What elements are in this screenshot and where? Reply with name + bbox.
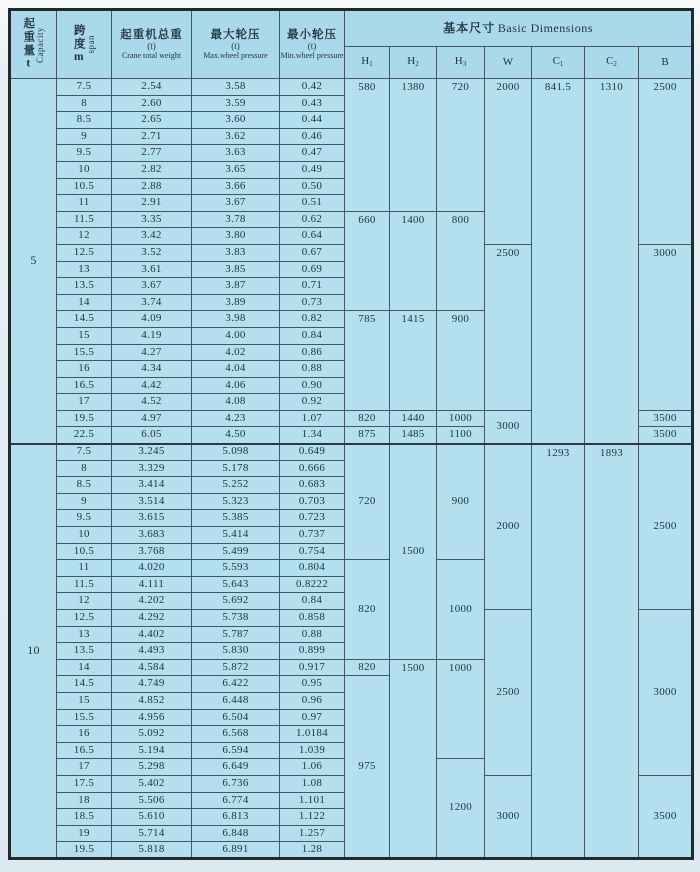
- cell-total-weight: 2.54: [112, 79, 192, 96]
- cell-h2: 1400: [390, 211, 437, 311]
- cell-h1: 820: [345, 560, 390, 660]
- header-dim-w: W: [485, 47, 532, 79]
- cell-c1: 841.5: [532, 79, 585, 444]
- cell-min-wheel: 0.88: [280, 626, 345, 643]
- cell-min-wheel: 0.754: [280, 543, 345, 560]
- cell-b: 3000: [639, 244, 693, 410]
- cell-span: 19.5: [57, 842, 112, 859]
- cell-total-weight: 4.27: [112, 344, 192, 361]
- cell-b: 3500: [639, 427, 693, 444]
- cell-h3: 800: [437, 211, 485, 311]
- header-capacity: [10, 10, 57, 79]
- cell-span: 12: [57, 593, 112, 610]
- cell-total-weight: 2.71: [112, 128, 192, 145]
- cell-b: 2500: [639, 444, 693, 610]
- cell-span: 14.5: [57, 311, 112, 328]
- cell-span: 13: [57, 261, 112, 278]
- cell-b: 3000: [639, 610, 693, 776]
- cell-min-wheel: 1.122: [280, 809, 345, 826]
- cell-max-wheel: 5.178: [192, 460, 280, 477]
- cell-total-weight: 2.65: [112, 112, 192, 129]
- cell-min-wheel: 0.95: [280, 676, 345, 693]
- cell-h3: 900: [437, 444, 485, 560]
- header-total-weight-unit: (t): [147, 40, 156, 51]
- cell-total-weight: 5.402: [112, 775, 192, 792]
- cell-max-wheel: 3.89: [192, 294, 280, 311]
- crane-spec-table: [8, 8, 694, 860]
- cell-total-weight: 3.42: [112, 228, 192, 245]
- cell-max-wheel: 5.872: [192, 659, 280, 676]
- cell-min-wheel: 0.88: [280, 361, 345, 378]
- cell-min-wheel: 0.71: [280, 278, 345, 295]
- cell-max-wheel: 3.66: [192, 178, 280, 195]
- cell-span: 14.5: [57, 676, 112, 693]
- cell-h3: 900: [437, 311, 485, 411]
- cell-w: 2000: [485, 444, 532, 610]
- cell-max-wheel: 3.58: [192, 79, 280, 96]
- cell-max-wheel: 5.385: [192, 510, 280, 527]
- cell-min-wheel: 0.50: [280, 178, 345, 195]
- cell-min-wheel: 0.64: [280, 228, 345, 245]
- cell-max-wheel: 5.593: [192, 560, 280, 577]
- cell-span: 9.5: [57, 510, 112, 527]
- table-row: [10, 79, 693, 96]
- cell-total-weight: 5.092: [112, 726, 192, 743]
- cell-span: 7.5: [57, 444, 112, 461]
- cell-min-wheel: 0.73: [280, 294, 345, 311]
- header-basic-cn: 基本尺寸: [443, 20, 496, 35]
- cell-max-wheel: 5.738: [192, 610, 280, 627]
- cell-span: 16.5: [57, 377, 112, 394]
- cell-min-wheel: 0.683: [280, 477, 345, 494]
- cell-max-wheel: 5.830: [192, 643, 280, 660]
- cell-min-wheel: 1.257: [280, 825, 345, 842]
- scanned-page: [8, 8, 694, 860]
- cell-min-wheel: 0.82: [280, 311, 345, 328]
- header-total-weight-cn: 起重机总重: [120, 28, 183, 41]
- cell-h2: 1500: [390, 444, 437, 660]
- header-basic-dimensions: [345, 10, 693, 47]
- cell-w: 3000: [485, 775, 532, 858]
- cell-h2: 1415: [390, 311, 437, 411]
- cell-w: 2000: [485, 79, 532, 245]
- cell-span: 10.5: [57, 543, 112, 560]
- cell-total-weight: 3.329: [112, 460, 192, 477]
- cell-span: 9: [57, 128, 112, 145]
- cell-max-wheel: 4.06: [192, 377, 280, 394]
- cell-span: 18: [57, 792, 112, 809]
- cell-h3: 1100: [437, 427, 485, 444]
- cell-span: 12.5: [57, 244, 112, 261]
- cell-min-wheel: 1.28: [280, 842, 345, 859]
- cell-total-weight: 4.584: [112, 659, 192, 676]
- cell-h1: 975: [345, 676, 390, 859]
- cell-h3: 720: [437, 79, 485, 212]
- cell-b: 2500: [639, 79, 693, 245]
- cell-span: 11.5: [57, 211, 112, 228]
- header-capacity-en: Capacity: [35, 26, 46, 63]
- cell-w: 2500: [485, 244, 532, 410]
- cell-min-wheel: 0.42: [280, 79, 345, 96]
- cell-max-wheel: 6.448: [192, 692, 280, 709]
- cell-total-weight: 4.402: [112, 626, 192, 643]
- cell-total-weight: 3.35: [112, 211, 192, 228]
- cell-total-weight: 4.852: [112, 692, 192, 709]
- header-dim-h3: $H_3$: [437, 47, 485, 79]
- cell-max-wheel: 4.23: [192, 410, 280, 427]
- cell-max-wheel: 3.63: [192, 145, 280, 162]
- cell-h2: 1380: [390, 79, 437, 212]
- cell-total-weight: 4.956: [112, 709, 192, 726]
- cell-total-weight: 5.818: [112, 842, 192, 859]
- cell-min-wheel: 0.649: [280, 444, 345, 461]
- header-max-wheel-unit: (t): [231, 40, 240, 51]
- cell-min-wheel: 0.67: [280, 244, 345, 261]
- cell-min-wheel: 0.46: [280, 128, 345, 145]
- header-dim-h2: $H_2$: [390, 47, 437, 79]
- cell-max-wheel: 3.83: [192, 244, 280, 261]
- table-row: [10, 444, 693, 461]
- cell-total-weight: 4.749: [112, 676, 192, 693]
- cell-span: 13.5: [57, 278, 112, 295]
- cell-total-weight: 3.615: [112, 510, 192, 527]
- cell-total-weight: 3.414: [112, 477, 192, 494]
- cell-total-weight: 2.77: [112, 145, 192, 162]
- cell-h3: 1000: [437, 659, 485, 759]
- cell-c1: 1293: [532, 444, 585, 859]
- cell-span: 11: [57, 560, 112, 577]
- cell-min-wheel: 0.86: [280, 344, 345, 361]
- cell-min-wheel: 0.917: [280, 659, 345, 676]
- cell-b: 3500: [639, 410, 693, 427]
- cell-h1: 580: [345, 79, 390, 212]
- cell-h1: 875: [345, 427, 390, 444]
- cell-max-wheel: 4.02: [192, 344, 280, 361]
- cell-min-wheel: 1.101: [280, 792, 345, 809]
- cell-span: 17.5: [57, 775, 112, 792]
- cell-total-weight: 3.245: [112, 444, 192, 461]
- cell-min-wheel: 0.92: [280, 394, 345, 411]
- cell-span: 12: [57, 228, 112, 245]
- cell-max-wheel: 4.00: [192, 327, 280, 344]
- cell-h1: 820: [345, 410, 390, 427]
- cell-span: 9.5: [57, 145, 112, 162]
- cell-max-wheel: 5.643: [192, 576, 280, 593]
- cell-min-wheel: 1.34: [280, 427, 345, 444]
- cell-span: 13.5: [57, 643, 112, 660]
- cell-total-weight: 2.82: [112, 161, 192, 178]
- header-min-wheel-cn: 最小轮压: [287, 28, 337, 41]
- cell-max-wheel: 5.692: [192, 593, 280, 610]
- cell-h3: 1000: [437, 560, 485, 660]
- cell-span: 19.5: [57, 410, 112, 427]
- cell-max-wheel: 5.252: [192, 477, 280, 494]
- cell-min-wheel: 0.703: [280, 493, 345, 510]
- cell-total-weight: 4.97: [112, 410, 192, 427]
- cell-total-weight: 4.09: [112, 311, 192, 328]
- cell-total-weight: 4.493: [112, 643, 192, 660]
- cell-max-wheel: 3.62: [192, 128, 280, 145]
- cell-span: 22.5: [57, 427, 112, 444]
- cell-c2: 1893: [585, 444, 639, 859]
- cell-span: 16: [57, 361, 112, 378]
- header-total-weight-en: Crane total weight: [121, 51, 182, 61]
- cell-span: 12.5: [57, 610, 112, 627]
- cell-min-wheel: 0.666: [280, 460, 345, 477]
- cell-h2: 1485: [390, 427, 437, 444]
- cell-min-wheel: 0.90: [280, 377, 345, 394]
- cell-h3: 1200: [437, 759, 485, 859]
- header-span-cn: 跨度m: [72, 24, 85, 65]
- cell-span: 16.5: [57, 742, 112, 759]
- cell-total-weight: 3.74: [112, 294, 192, 311]
- cell-min-wheel: 0.723: [280, 510, 345, 527]
- cell-min-wheel: 1.07: [280, 410, 345, 427]
- cell-min-wheel: 0.69: [280, 261, 345, 278]
- cell-min-wheel: 0.96: [280, 692, 345, 709]
- cell-span: 14: [57, 659, 112, 676]
- cell-span: 11: [57, 195, 112, 212]
- header-max-wheel-en: Max.wheel pressure: [203, 51, 268, 61]
- header-dim-b: B: [639, 47, 693, 79]
- cell-h2: 1500: [390, 659, 437, 858]
- cell-total-weight: 5.506: [112, 792, 192, 809]
- cell-span: 15.5: [57, 709, 112, 726]
- header-dim-c2: $C_2$: [585, 47, 639, 79]
- cell-min-wheel: 0.84: [280, 593, 345, 610]
- cell-span: 11.5: [57, 576, 112, 593]
- cell-span: 15.5: [57, 344, 112, 361]
- cell-max-wheel: 6.422: [192, 676, 280, 693]
- cell-h1: 785: [345, 311, 390, 411]
- header-max-wheel-cn: 最大轮压: [210, 28, 261, 41]
- cell-total-weight: 4.52: [112, 394, 192, 411]
- cell-min-wheel: 0.43: [280, 95, 345, 112]
- cell-min-wheel: 0.97: [280, 709, 345, 726]
- header-span-en: span: [85, 35, 96, 54]
- cell-max-wheel: 3.65: [192, 161, 280, 178]
- cell-min-wheel: 0.51: [280, 195, 345, 212]
- cell-span: 16: [57, 726, 112, 743]
- cell-c2: 1310: [585, 79, 639, 444]
- header-dim-c1: $C_1$: [532, 47, 585, 79]
- cell-min-wheel: 0.804: [280, 560, 345, 577]
- cell-max-wheel: 5.414: [192, 527, 280, 544]
- cell-max-wheel: 6.813: [192, 809, 280, 826]
- cell-max-wheel: 3.80: [192, 228, 280, 245]
- cell-total-weight: 5.298: [112, 759, 192, 776]
- cell-max-wheel: 3.60: [192, 112, 280, 129]
- cell-span: 8.5: [57, 112, 112, 129]
- cell-min-wheel: 1.0184: [280, 726, 345, 743]
- cell-min-wheel: 1.06: [280, 759, 345, 776]
- cell-total-weight: 4.020: [112, 560, 192, 577]
- cell-h1: 660: [345, 211, 390, 311]
- cell-total-weight: 4.292: [112, 610, 192, 627]
- cell-total-weight: 4.111: [112, 576, 192, 593]
- cell-total-weight: 3.67: [112, 278, 192, 295]
- cell-total-weight: 3.52: [112, 244, 192, 261]
- cell-min-wheel: 0.737: [280, 527, 345, 544]
- cell-max-wheel: 6.594: [192, 742, 280, 759]
- cell-span: 10.5: [57, 178, 112, 195]
- cell-total-weight: 3.768: [112, 543, 192, 560]
- cell-w: 2500: [485, 610, 532, 776]
- cell-max-wheel: 6.649: [192, 759, 280, 776]
- cell-min-wheel: 0.84: [280, 327, 345, 344]
- cell-span: 15: [57, 327, 112, 344]
- cell-max-wheel: 5.098: [192, 444, 280, 461]
- cell-max-wheel: 3.59: [192, 95, 280, 112]
- cell-max-wheel: 6.568: [192, 726, 280, 743]
- cell-max-wheel: 6.848: [192, 825, 280, 842]
- cell-h2: 1440: [390, 410, 437, 427]
- cell-max-wheel: 3.78: [192, 211, 280, 228]
- cell-min-wheel: 1.039: [280, 742, 345, 759]
- header-capacity-cn: 起重量t: [22, 17, 35, 72]
- header-basic-en: Basic Dimensions: [497, 20, 593, 35]
- cell-total-weight: 5.610: [112, 809, 192, 826]
- header-min-wheel-unit: (t): [307, 40, 317, 51]
- cell-max-wheel: 6.736: [192, 775, 280, 792]
- cell-span: 10: [57, 527, 112, 544]
- header-dim-h1: $H_1$: [345, 47, 390, 79]
- header-min-wheel-en: Min.wheel pressure: [280, 51, 344, 61]
- cell-min-wheel: 0.858: [280, 610, 345, 627]
- cell-span: 10: [57, 161, 112, 178]
- cell-max-wheel: 3.87: [192, 278, 280, 295]
- cell-max-wheel: 3.67: [192, 195, 280, 212]
- cell-min-wheel: 0.8222: [280, 576, 345, 593]
- cell-span: 8.5: [57, 477, 112, 494]
- header-min-wheel: [280, 10, 345, 79]
- cell-total-weight: 2.91: [112, 195, 192, 212]
- cell-total-weight: 6.05: [112, 427, 192, 444]
- cell-span: 17: [57, 394, 112, 411]
- cell-min-wheel: 0.899: [280, 643, 345, 660]
- cell-capacity: 10: [10, 444, 57, 859]
- cell-total-weight: 2.88: [112, 178, 192, 195]
- header-total-weight: [112, 10, 192, 79]
- cell-span: 15: [57, 692, 112, 709]
- cell-max-wheel: 6.504: [192, 709, 280, 726]
- cell-span: 17: [57, 759, 112, 776]
- cell-total-weight: 5.194: [112, 742, 192, 759]
- cell-total-weight: 5.714: [112, 825, 192, 842]
- cell-total-weight: 3.514: [112, 493, 192, 510]
- cell-max-wheel: 3.98: [192, 311, 280, 328]
- cell-h1: 820: [345, 659, 390, 676]
- cell-total-weight: 3.683: [112, 527, 192, 544]
- cell-min-wheel: 0.49: [280, 161, 345, 178]
- cell-h3: 1000: [437, 410, 485, 427]
- cell-span: 14: [57, 294, 112, 311]
- cell-span: 9: [57, 493, 112, 510]
- cell-span: 8: [57, 460, 112, 477]
- cell-span: 7.5: [57, 79, 112, 96]
- cell-total-weight: 4.202: [112, 593, 192, 610]
- header-max-wheel: [192, 10, 280, 79]
- cell-total-weight: 3.61: [112, 261, 192, 278]
- cell-total-weight: 4.42: [112, 377, 192, 394]
- cell-h1: 720: [345, 444, 390, 560]
- cell-total-weight: 4.19: [112, 327, 192, 344]
- cell-max-wheel: 4.08: [192, 394, 280, 411]
- cell-span: 13: [57, 626, 112, 643]
- cell-total-weight: 4.34: [112, 361, 192, 378]
- cell-capacity: 5: [10, 79, 57, 444]
- cell-min-wheel: 0.62: [280, 211, 345, 228]
- cell-max-wheel: 4.04: [192, 361, 280, 378]
- cell-max-wheel: 6.891: [192, 842, 280, 859]
- cell-span: 8: [57, 95, 112, 112]
- cell-max-wheel: 5.787: [192, 626, 280, 643]
- table-body: [10, 79, 693, 859]
- cell-min-wheel: 0.44: [280, 112, 345, 129]
- cell-min-wheel: 0.47: [280, 145, 345, 162]
- cell-max-wheel: 4.50: [192, 427, 280, 444]
- cell-w: 3000: [485, 410, 532, 443]
- cell-max-wheel: 5.499: [192, 543, 280, 560]
- cell-span: 19: [57, 825, 112, 842]
- cell-max-wheel: 5.323: [192, 493, 280, 510]
- cell-b: 3500: [639, 775, 693, 858]
- cell-total-weight: 2.60: [112, 95, 192, 112]
- cell-max-wheel: 3.85: [192, 261, 280, 278]
- header-span: [57, 10, 112, 79]
- cell-min-wheel: 1.08: [280, 775, 345, 792]
- cell-max-wheel: 6.774: [192, 792, 280, 809]
- cell-span: 18.5: [57, 809, 112, 826]
